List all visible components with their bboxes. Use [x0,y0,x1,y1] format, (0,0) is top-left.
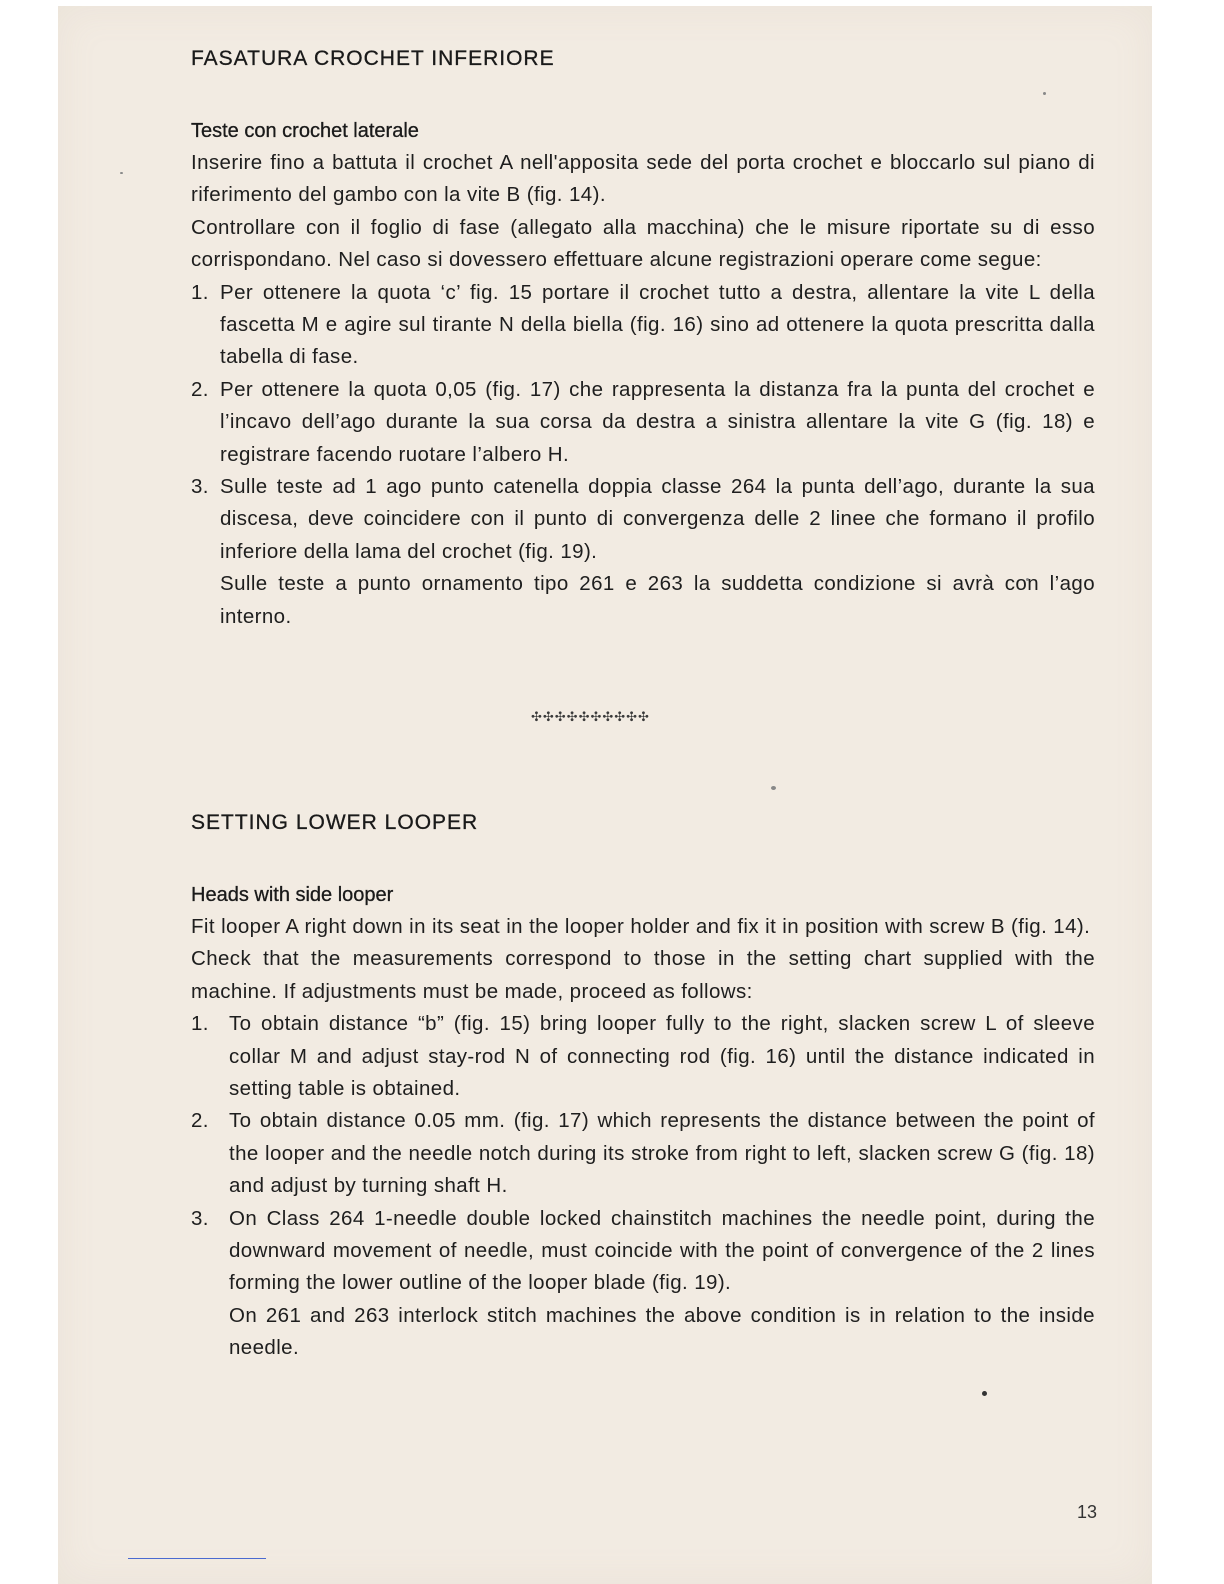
footer-rule [128,1558,266,1559]
step-text: Per ottenere la quota ‘c’ fig. 15 portare il crochet tutto a destra, allentare la vite L della fascetta M e agire sul tirante N della biella (fig. 16) sino ad ottenere la quota prescritta dalla tabella di fase. [220,280,1095,369]
english-section-title: SETTING LOWER LOOPER [191,811,479,834]
scan-speck [771,786,776,790]
scan-speck [120,172,123,174]
italian-paragraph: Inserire fino a battuta il crochet A nell'apposita sede del porta crochet e bloccarlo sul piano di riferimento del gambo con la vite B (fig. 14). [191,151,1095,207]
italian-step [191,277,1095,374]
english-step [191,1203,1095,1365]
italian-step [191,374,1095,471]
italian-section [191,47,1095,633]
step-number: 3. [191,1206,209,1230]
english-paragraph: Check that the measurements correspond to those in the setting chart supplied with the machine. If adjustments must be made, proceed as follows: [191,947,1095,1003]
step-number: 1. [191,1012,209,1036]
scan-speck [982,1391,987,1396]
step-text: To obtain distance “b” (fig. 15) bring looper fully to the right, slacken screw L of sleeve collar M and adjust stay-rod N of connecting rod (fig. 16) until the distance indicated in setting table is obtained. [229,1012,1095,1101]
step-text: On Class 264 1-needle double locked chainstitch machines the needle point, during the downward movement of needle, must coincide with the point of convergence of the 2 lines forming the lower outline of the looper blade (fig. 19). [229,1206,1095,1295]
english-subtitle: Heads with side looper [191,884,394,906]
step-text: Per ottenere la quota 0,05 (fig. 17) che rappresenta la distanza fra la punta del crochet e l’incavo dell’ago durante la sua corsa da destra a sinistra allentare la vite G (fig. 18) e registrare facendo ruotare l’albero H. [220,377,1095,466]
page-number: 13 [1077,1502,1098,1522]
english-step [191,1105,1095,1202]
english-step [191,1008,1095,1105]
italian-section-title: FASATURA CROCHET INFERIORE [191,47,555,70]
step-number: 2. [191,1109,209,1133]
step-number: 3. [191,475,209,499]
english-paragraph: Fit looper A right down in its seat in the looper holder and fix it in position with screw B (fig. 14). [191,915,1091,938]
italian-step [191,471,1095,633]
section-divider-ornament: ✣✣✣✣✣✣✣✣✣✣ [531,709,650,724]
step-note: On 261 and 263 interlock stitch machines the above condition is in relation to the inside needle. [229,1303,1095,1360]
italian-paragraph: Controllare con il foglio di fase (allegato alla macchina) che le misure riportate su di esso corrispondano. Nel caso si dovessero effettuare alcune registrazioni operare come segue: [191,215,1095,272]
italian-subtitle: Teste con crochet laterale [191,120,419,142]
step-text: To obtain distance 0.05 mm. (fig. 17) which represents the distance between the point of the looper and the needle notch during its stroke from right to left, slacken screw G (fig. 18) and adjust by turning shaft H. [229,1109,1095,1198]
english-steps-list [191,1008,1095,1364]
step-number: 2. [191,377,209,401]
italian-steps-list [191,277,1095,633]
step-text: Sulle teste ad 1 ago punto catenella doppia classe 264 la punta dell’ago, durante la sua discesa, deve coincidere con il punto di convergenza delle 2 linee che formano il profilo inferiore della lama del crochet (fig. 19). [220,475,1095,563]
english-section [191,811,1095,1365]
step-note: Sulle teste a punto ornamento tipo 261 e 263 la suddetta condizione si avrà con l’ago interno. [220,572,1095,628]
step-number: 1. [191,280,209,304]
